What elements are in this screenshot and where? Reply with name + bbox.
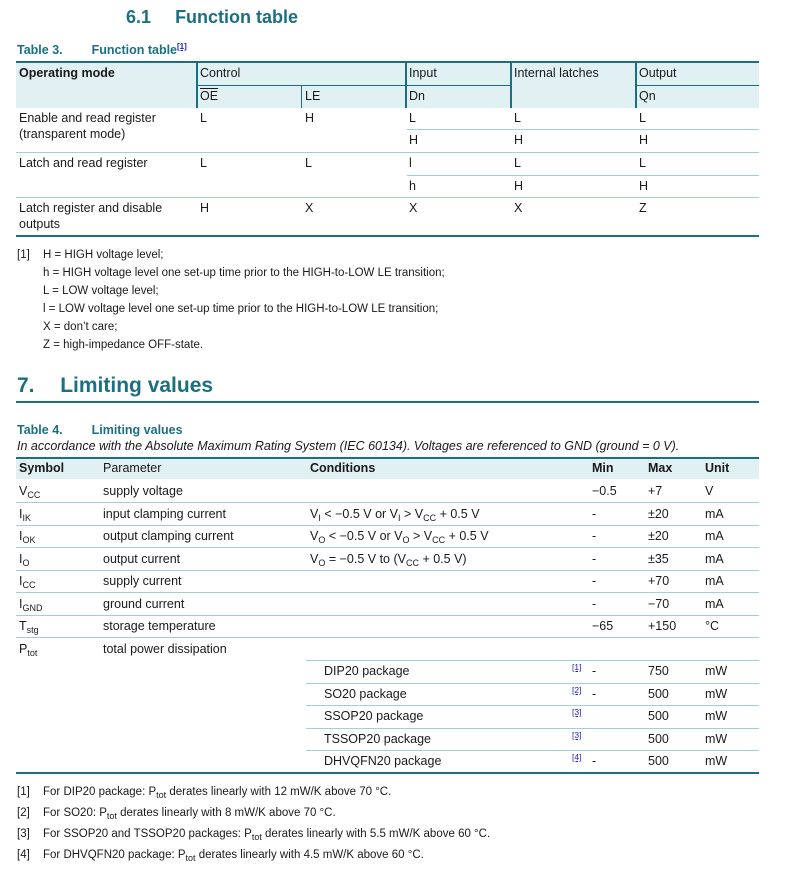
section-heading-7 <box>17 374 213 398</box>
footnote-ref: [1] <box>17 249 30 261</box>
table3-title: Function table <box>91 43 178 58</box>
divider <box>16 592 759 593</box>
footnote-link[interactable]: [4] <box>572 752 582 762</box>
section-number: 7. <box>17 374 35 397</box>
unit: mA <box>705 529 724 543</box>
divider <box>16 197 759 198</box>
footnote-text: h = HIGH voltage level one set-up time prior to the HIGH-to-LOW LE transition; <box>43 267 445 279</box>
max-value: +150 <box>648 619 677 633</box>
divider <box>16 547 759 548</box>
table4-title: Limiting values <box>91 423 183 437</box>
symbol: $I_{IK}$ <box>19 507 31 523</box>
unit: mA <box>705 552 724 566</box>
footnote-link[interactable]: [3] <box>572 730 582 740</box>
symbol: $T_{stg}$ <box>19 619 39 635</box>
oe-value: L <box>200 156 207 170</box>
divider <box>407 85 510 86</box>
divider <box>306 660 759 661</box>
header-input: Input <box>409 66 437 80</box>
footnote-link[interactable]: [3] <box>572 707 582 717</box>
header-symbol: Symbol <box>19 461 65 475</box>
parameter: total power dissipation <box>103 642 227 656</box>
header-oe: $\overline{OE}$ <box>200 89 219 103</box>
table3-label: Table 3. <box>17 43 63 58</box>
table3-top-rule <box>16 61 759 63</box>
qn-value: L <box>639 111 646 125</box>
min-value: - <box>592 597 597 611</box>
max-value: ±35 <box>648 552 669 566</box>
qn-value: L <box>639 156 646 170</box>
package-name: TSSOP20 package <box>324 732 432 746</box>
table4-subtitle: In accordance with the Absolute Maximum Rating System (IEC 60134). Voltages are referenced to GND (ground = 0 V). <box>17 439 680 453</box>
parameter: storage temperature <box>103 619 216 633</box>
parameter: output clamping current <box>103 529 234 543</box>
unit: mA <box>705 574 724 588</box>
header-internal-latches: Internal latches <box>514 66 599 80</box>
max-value: 500 <box>648 709 669 723</box>
divider <box>637 85 759 86</box>
section-title: Function table <box>175 7 299 27</box>
limiting-values-table <box>16 457 759 774</box>
footnote-text: For SO20: $P_{tot}$ derates linearly with 8 mW/K above 70 °C. <box>43 807 336 821</box>
header-parameter: Parameter <box>103 461 162 475</box>
dn-value: L <box>409 111 416 125</box>
min-value: - <box>592 687 597 701</box>
symbol: $P_{tot}$ <box>19 642 38 658</box>
max-value: ±20 <box>648 507 669 521</box>
mode-text: Latch register and disable <box>19 201 163 215</box>
mode-text: (transparent mode) <box>19 127 126 141</box>
oe-value: L <box>200 111 207 125</box>
parameter: output current <box>103 552 181 566</box>
min-value: −65 <box>592 619 614 633</box>
header-dn: Dn <box>409 89 425 103</box>
footnote-ref: [3] <box>17 828 30 840</box>
latch-value: H <box>514 179 524 193</box>
qn-value: H <box>639 133 649 147</box>
symbol: $V_{CC}$ <box>19 484 41 500</box>
divider <box>510 62 512 108</box>
divider <box>306 728 759 729</box>
section-number: 6.1 <box>126 7 152 27</box>
oe-value: H <box>200 201 210 215</box>
table4-label: Table 4. <box>17 423 63 437</box>
unit: °C <box>705 619 720 633</box>
footnote-text: X = don’t care; <box>43 321 118 333</box>
package-name: SSOP20 package <box>324 709 424 723</box>
symbol: $I_{OK}$ <box>19 529 36 545</box>
table3-footnote-link[interactable]: [1] <box>177 42 187 51</box>
symbol: $I_{GND}$ <box>19 597 43 613</box>
divider <box>16 108 759 109</box>
divider <box>407 129 759 130</box>
header-qn: Qn <box>639 89 656 103</box>
divider <box>197 85 407 86</box>
table4-caption <box>17 423 183 437</box>
divider <box>306 750 759 751</box>
footnote-ref: [1] <box>17 786 30 798</box>
divider <box>16 525 759 526</box>
max-value: +7 <box>648 484 663 498</box>
unit: mW <box>705 687 728 701</box>
max-value: 750 <box>648 664 669 678</box>
section-heading-6-1 <box>126 7 298 28</box>
qn-value: Z <box>639 201 647 215</box>
table3-bottom-rule <box>16 235 759 237</box>
footnote-link[interactable]: [1] <box>572 662 582 672</box>
header-operating-mode: Operating mode <box>19 66 115 80</box>
latch-value: L <box>514 156 521 170</box>
header-min: Min <box>592 461 614 475</box>
min-value: - <box>592 552 597 566</box>
divider <box>16 570 759 571</box>
footnote-text: For SSOP20 and TSSOP20 packages: $P_{tot}$ derates linearly with 5.5 mW/K above 60 °C. <box>43 828 491 842</box>
dn-value: X <box>409 201 418 215</box>
divider <box>306 705 759 706</box>
footnote-text: For DHVQFN20 package: $P_{tot}$ derates linearly with 4.5 mW/K above 60 °C. <box>43 849 424 863</box>
le-value: H <box>305 111 315 125</box>
footnote-text: L = LOW voltage level; <box>43 285 159 297</box>
header-le: LE <box>305 89 321 103</box>
footnote-link[interactable]: [2] <box>572 685 582 695</box>
conditions: $V_I < -0.5$ V or $V_I > V_{CC} + 0.5$ V <box>310 507 480 523</box>
unit: V <box>705 484 714 498</box>
latch-value: H <box>514 133 524 147</box>
header-control: Control <box>200 66 241 80</box>
footnote-ref: [4] <box>17 849 30 861</box>
min-value: - <box>592 754 597 768</box>
parameter: supply voltage <box>103 484 183 498</box>
dn-value: H <box>409 133 419 147</box>
min-value: −0.5 <box>592 484 617 498</box>
footnote-text: Z = high-impedance OFF-state. <box>43 339 204 351</box>
min-value: - <box>592 574 597 588</box>
package-name: DHVQFN20 package <box>324 754 442 768</box>
function-table <box>16 61 759 237</box>
unit: mA <box>705 597 724 611</box>
latch-value: L <box>514 111 521 125</box>
divider <box>407 175 759 176</box>
qn-value: H <box>639 179 649 193</box>
le-value: X <box>305 201 314 215</box>
table4-top-rule <box>16 457 759 459</box>
min-value: - <box>592 529 597 543</box>
footnote-ref: [2] <box>17 807 30 819</box>
parameter: ground current <box>103 597 185 611</box>
header-conditions: Conditions <box>310 461 376 475</box>
max-value: +70 <box>648 574 670 588</box>
mode-text: Latch and read register <box>19 156 148 170</box>
header-unit: Unit <box>705 461 730 475</box>
divider <box>16 502 759 503</box>
latch-value: X <box>514 201 523 215</box>
unit: mW <box>705 754 728 768</box>
min-value: - <box>592 507 597 521</box>
symbol: $I_{CC}$ <box>19 574 36 590</box>
package-name: DIP20 package <box>324 664 410 678</box>
parameter: supply current <box>103 574 182 588</box>
mode-text: Enable and read register <box>19 111 156 125</box>
conditions: $V_O = -0.5$ V to ($V_{CC} + 0.5$ V) <box>310 552 467 568</box>
max-value: ±20 <box>648 529 669 543</box>
parameter: input clamping current <box>103 507 226 521</box>
footnote-text: l = LOW voltage level one set-up time prior to the HIGH-to-LOW LE transition; <box>43 303 439 315</box>
dn-value: l <box>409 156 412 170</box>
section-rule <box>16 401 759 403</box>
max-value: −70 <box>648 597 670 611</box>
footnote-text: H = HIGH voltage level; <box>43 249 164 261</box>
mode-text: outputs <box>19 217 61 231</box>
package-name: SO20 package <box>324 687 407 701</box>
header-output: Output <box>639 66 677 80</box>
unit: mW <box>705 664 728 678</box>
conditions: $V_O < -0.5$ V or $V_O > V_{CC} + 0.5$ V <box>310 529 489 545</box>
table3-caption <box>17 42 187 57</box>
max-value: 500 <box>648 754 669 768</box>
divider <box>16 152 759 153</box>
unit: mW <box>705 709 728 723</box>
unit: mW <box>705 732 728 746</box>
max-value: 500 <box>648 687 669 701</box>
divider <box>16 615 759 616</box>
max-value: 500 <box>648 732 669 746</box>
symbol: $I_O$ <box>19 552 30 568</box>
divider <box>306 683 759 684</box>
table4-bottom-rule <box>16 772 759 774</box>
section-title: Limiting values <box>60 374 214 397</box>
divider <box>16 637 759 638</box>
divider <box>301 86 302 108</box>
dn-value: h <box>409 179 416 193</box>
header-max: Max <box>648 461 673 475</box>
le-value: L <box>305 156 312 170</box>
min-value: - <box>592 664 597 678</box>
unit: mA <box>705 507 724 521</box>
footnote-text: For DIP20 package: $P_{tot}$ derates linearly with 12 mW/K above 70 °C. <box>43 786 392 800</box>
